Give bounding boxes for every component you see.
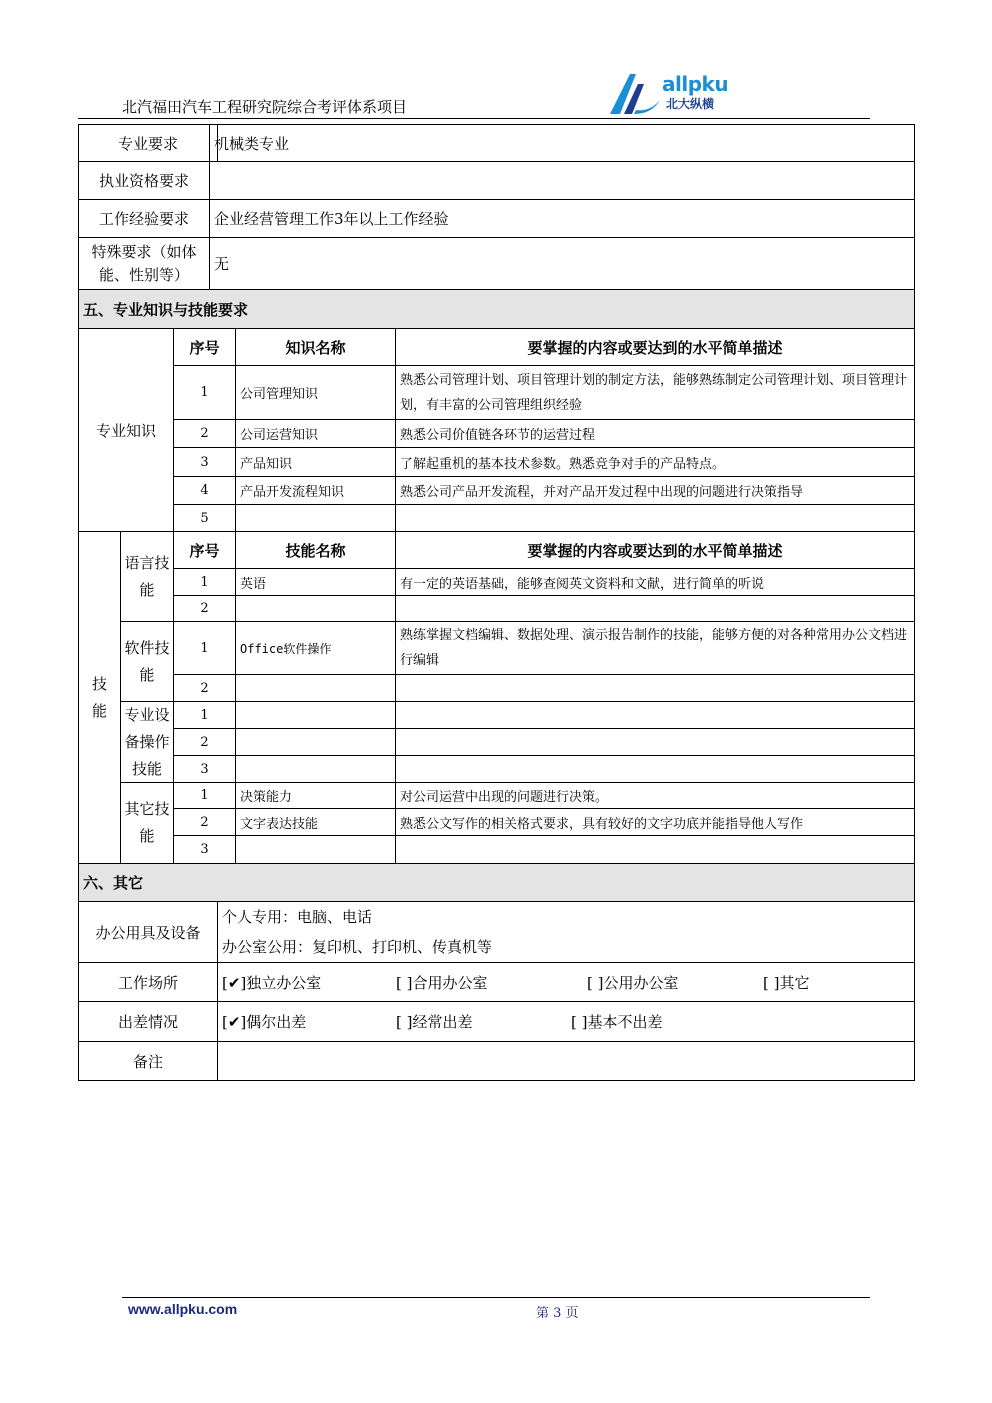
knowledge-row-no: 5 [173, 504, 236, 532]
footer-page-number: 第 3 页 [536, 1306, 579, 1321]
knowledge-row-name: 公司运营知识 [235, 419, 396, 448]
job-spec-table [78, 124, 915, 1081]
knowledge-label: 专业知识 [78, 328, 174, 532]
knowledge-row-name: 产品知识 [235, 447, 396, 477]
section5-title: 五、专业知识与技能要求 [78, 289, 915, 329]
skill-group-label-text: 语言技能 [124, 553, 170, 599]
knowledge-row-name [235, 504, 396, 532]
office-label: 办公用具及设备 [78, 901, 218, 963]
remarks-value [217, 1041, 915, 1081]
logo-cn: 北大纵横 [666, 97, 715, 111]
skill-row-no: 1 [173, 701, 236, 729]
req-value: 机械类专业 [209, 124, 915, 162]
knowledge-header-name: 知识名称 [235, 328, 396, 366]
skill-row-name [235, 835, 396, 864]
workplace-option[interactable]: [✔]独立办公室 [222, 973, 322, 992]
skill-row-desc: 有一定的英语基础，能够查阅英文资料和文献，进行简单的听说 [395, 568, 915, 596]
workplace-option[interactable]: [ ]合用办公室 [396, 973, 488, 992]
office-line2: 办公室公用：复印机、打印机、传真机等 [222, 938, 493, 956]
office-value [217, 901, 915, 963]
skill-row-no: 2 [173, 595, 236, 622]
skill-row-name [235, 755, 396, 783]
skill-row-desc [395, 674, 915, 702]
skill-row-no: 2 [173, 808, 236, 836]
knowledge-row-desc-text: 熟悉公司管理计划、项目管理计划的制定方法，能够熟练制定公司管理计划、项目管理计划，有丰富的公司管理组织经验 [400, 372, 908, 413]
travel-option[interactable]: [ ]基本不出差 [571, 1013, 663, 1031]
req-label: 执业资格要求 [78, 161, 210, 200]
travel-option[interactable]: [ ]经常出差 [396, 1013, 473, 1031]
workplace-label: 工作场所 [78, 962, 218, 1002]
skill-row-no: 1 [173, 782, 236, 809]
knowledge-row-no: 1 [173, 365, 236, 420]
knowledge-row-name: 公司管理知识 [235, 365, 396, 420]
skill-header-desc: 要掌握的内容或要达到的水平简单描述 [395, 531, 915, 569]
skill-group-label-text: 软件技能 [124, 638, 170, 684]
skill-row-desc [395, 621, 915, 675]
req-label-text: 特殊要求（如体能、性别等） [91, 242, 197, 284]
skill-row-no: 3 [173, 755, 236, 783]
travel-label: 出差情况 [78, 1001, 218, 1042]
skill-group-label-text: 其它技能 [124, 800, 170, 845]
knowledge-row-desc [395, 365, 915, 420]
office-line1: 个人专用：电脑、电话 [222, 908, 373, 926]
skill-row-no: 2 [173, 674, 236, 702]
req-value: 无 [209, 237, 915, 290]
skill-row-desc: 熟悉公文写作的相关格式要求，具有较好的文字功底并能指导他人写作 [395, 808, 915, 836]
skill-row-name: 决策能力 [235, 782, 396, 809]
skill-row-desc-text: 熟练掌握文档编辑、数据处理、演示报告制作的技能，能够方便的对各种常用办公文档进行编辑 [400, 628, 908, 668]
skill-row-desc [395, 835, 915, 864]
skill-row-name [235, 701, 396, 729]
knowledge-row-desc: 了解起重机的基本技术参数。熟悉竞争对手的产品特点。 [395, 447, 915, 477]
knowledge-row-no: 4 [173, 476, 236, 505]
skill-row-name: 英语 [235, 568, 396, 596]
skill-group-label [120, 701, 174, 783]
skill-row-desc [395, 728, 915, 756]
workplace-options [217, 962, 915, 1002]
skill-group-label-text: 专业设备操作技能 [124, 705, 170, 778]
skill-row-name [235, 728, 396, 756]
req-label [78, 237, 210, 290]
knowledge-header-desc: 要掌握的内容或要达到的水平简单描述 [395, 328, 915, 366]
footer-rule [122, 1297, 870, 1298]
skill-row-no: 1 [173, 568, 236, 596]
knowledge-row-desc: 熟悉公司产品开发流程，并对产品开发过程中出现的问题进行决策指导 [395, 476, 915, 505]
skill-group-label [120, 531, 174, 622]
skill-row-desc [395, 595, 915, 622]
travel-option[interactable]: [✔]偶尔出差 [222, 1013, 307, 1031]
skill-row-name [235, 595, 396, 622]
knowledge-row-no: 2 [173, 419, 236, 448]
skill-header-name: 技能名称 [235, 531, 396, 569]
skill-label [78, 531, 121, 864]
req-label: 工作经验要求 [78, 199, 210, 238]
skill-row-desc [395, 755, 915, 783]
skill-row-desc: 对公司运营中出现的问题进行决策。 [395, 782, 915, 809]
skill-row-name: Office软件操作 [235, 621, 396, 675]
skill-group-label [120, 782, 174, 864]
header-rule [78, 118, 870, 119]
knowledge-row-no: 3 [173, 447, 236, 477]
logo-mark-icon [606, 70, 662, 116]
remarks-label: 备注 [78, 1041, 218, 1081]
logo-word: allpku [662, 72, 729, 96]
skill-group-label [120, 621, 174, 702]
req-value [209, 161, 915, 200]
knowledge-header-no: 序号 [173, 328, 236, 366]
workplace-option[interactable]: [ ]公用办公室 [587, 973, 679, 992]
skill-row-no: 1 [173, 621, 236, 675]
workplace-option[interactable]: [ ]其它 [763, 973, 810, 992]
skill-row-desc [395, 701, 915, 729]
section6-title: 六、其它 [78, 863, 915, 902]
knowledge-row-desc [395, 504, 915, 532]
skill-header-no: 序号 [173, 531, 236, 569]
header-title: 北汽福田汽车工程研究院综合考评体系项目 [122, 98, 408, 116]
allpku-logo [606, 70, 736, 116]
skill-row-name [235, 674, 396, 702]
skill-label-text: 技能 [91, 674, 107, 720]
req-value: 企业经营管理工作3年以上工作经验 [209, 199, 915, 238]
req-label: 专业要求 [78, 124, 218, 162]
footer-url[interactable]: www.allpku.com [128, 1301, 238, 1317]
travel-options [217, 1001, 915, 1042]
skill-row-no: 3 [173, 835, 236, 864]
skill-row-no: 2 [173, 728, 236, 756]
knowledge-row-name: 产品开发流程知识 [235, 476, 396, 505]
knowledge-row-desc: 熟悉公司价值链各环节的运营过程 [395, 419, 915, 448]
skill-row-name: 文字表达技能 [235, 808, 396, 836]
